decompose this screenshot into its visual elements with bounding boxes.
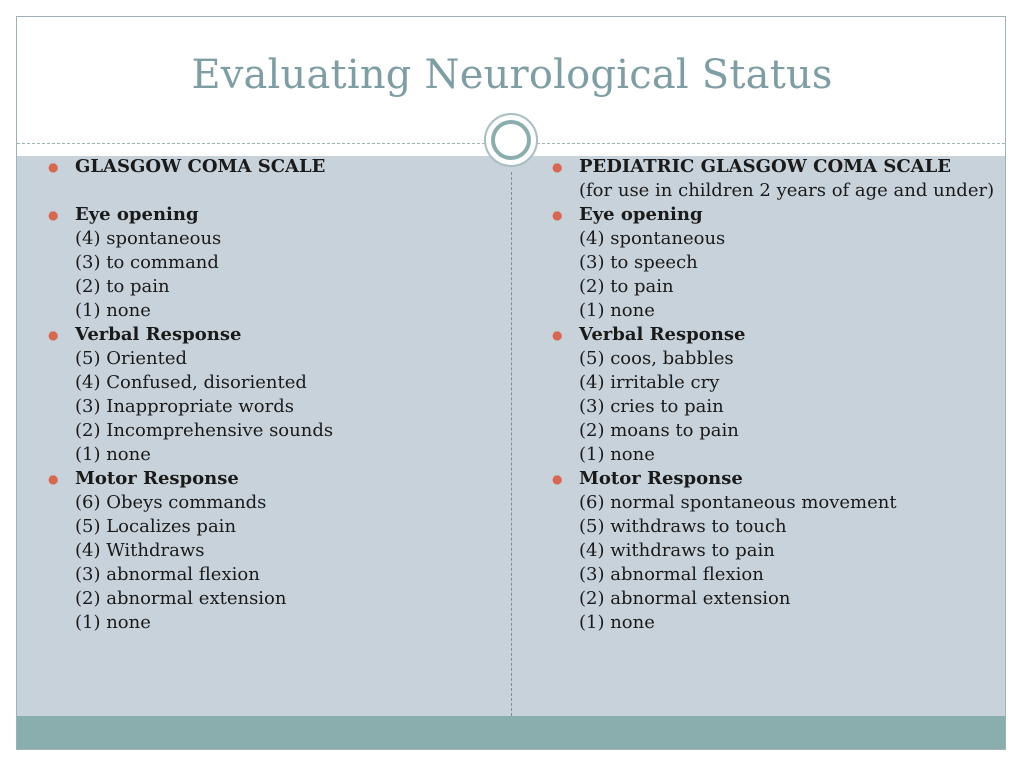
list-item (550, 467, 990, 491)
list-subitem: (5) withdraws to touch (579, 516, 787, 537)
section-heading: Verbal Response (75, 324, 242, 345)
list-subitem: (4) spontaneous (75, 228, 222, 249)
section-heading: Eye opening (579, 204, 703, 225)
section-heading: Motor Response (75, 468, 239, 489)
list-subitem: (3) to command (75, 252, 219, 273)
round-bullet-icon: ● (552, 328, 563, 342)
scale-subtitle: (for use in children 2 years of age and under) (579, 180, 995, 201)
footer-band (17, 716, 1005, 749)
list-item (550, 155, 990, 179)
list-subitem: (3) abnormal flexion (579, 564, 764, 585)
circle-ornament-inner (491, 120, 531, 160)
list-subitem: (4) Withdraws (75, 540, 205, 561)
section-heading: Motor Response (579, 468, 743, 489)
list-subitem: (1) none (75, 612, 151, 633)
round-bullet-icon: ● (48, 472, 59, 486)
left-column (46, 155, 486, 635)
round-bullet-icon: ● (48, 208, 59, 222)
round-bullet-icon: ● (48, 160, 59, 174)
round-bullet-icon: ● (48, 328, 59, 342)
list-subitem: (1) none (579, 444, 655, 465)
list-subitem: (6) normal spontaneous movement (579, 492, 897, 513)
list-subitem: (3) to speech (579, 252, 698, 273)
list-item (46, 203, 486, 227)
list-item (550, 203, 990, 227)
list-subitem: (6) Obeys commands (75, 492, 267, 513)
slide-title: Evaluating Neurological Status (191, 52, 833, 98)
list-subitem: (2) moans to pain (579, 420, 739, 441)
list-subitem: (4) Confused, disoriented (75, 372, 307, 393)
circle-ornament-icon (484, 113, 538, 167)
list-item (46, 467, 486, 491)
list-subitem: (2) to pain (579, 276, 674, 297)
list-subitem: (3) abnormal flexion (75, 564, 260, 585)
list-item (550, 323, 990, 347)
list-subitem: (1) none (579, 612, 655, 633)
list-subitem: (1) none (75, 444, 151, 465)
list-item (46, 323, 486, 347)
list-subitem: (5) Localizes pain (75, 516, 237, 537)
list-subitem: (4) irritable cry (579, 372, 720, 393)
list-subitem: (3) cries to pain (579, 396, 724, 417)
round-bullet-icon: ● (552, 160, 563, 174)
list-item (46, 155, 486, 179)
list-subitem: (2) Incomprehensive sounds (75, 420, 334, 441)
scale-title: GLASGOW COMA SCALE (75, 156, 326, 177)
list-subitem: (4) spontaneous (579, 228, 726, 249)
round-bullet-icon: ● (552, 208, 563, 222)
section-heading: Eye opening (75, 204, 199, 225)
list-subitem: (5) coos, babbles (579, 348, 734, 369)
list-subitem: (2) abnormal extension (75, 588, 287, 609)
list-subitem: (1) none (579, 300, 655, 321)
list-subitem: (4) withdraws to pain (579, 540, 775, 561)
list-subitem: (2) abnormal extension (579, 588, 791, 609)
list-subitem: (2) to pain (75, 276, 170, 297)
right-column (550, 155, 995, 635)
list-subitem: (5) Oriented (75, 348, 187, 369)
list-subitem: (3) Inappropriate words (75, 396, 294, 417)
round-bullet-icon: ● (552, 472, 563, 486)
spacer (46, 179, 486, 203)
scale-title: PEDIATRIC GLASGOW COMA SCALE (579, 156, 951, 177)
section-heading: Verbal Response (579, 324, 746, 345)
list-subitem: (1) none (75, 300, 151, 321)
column-divider (511, 172, 512, 716)
